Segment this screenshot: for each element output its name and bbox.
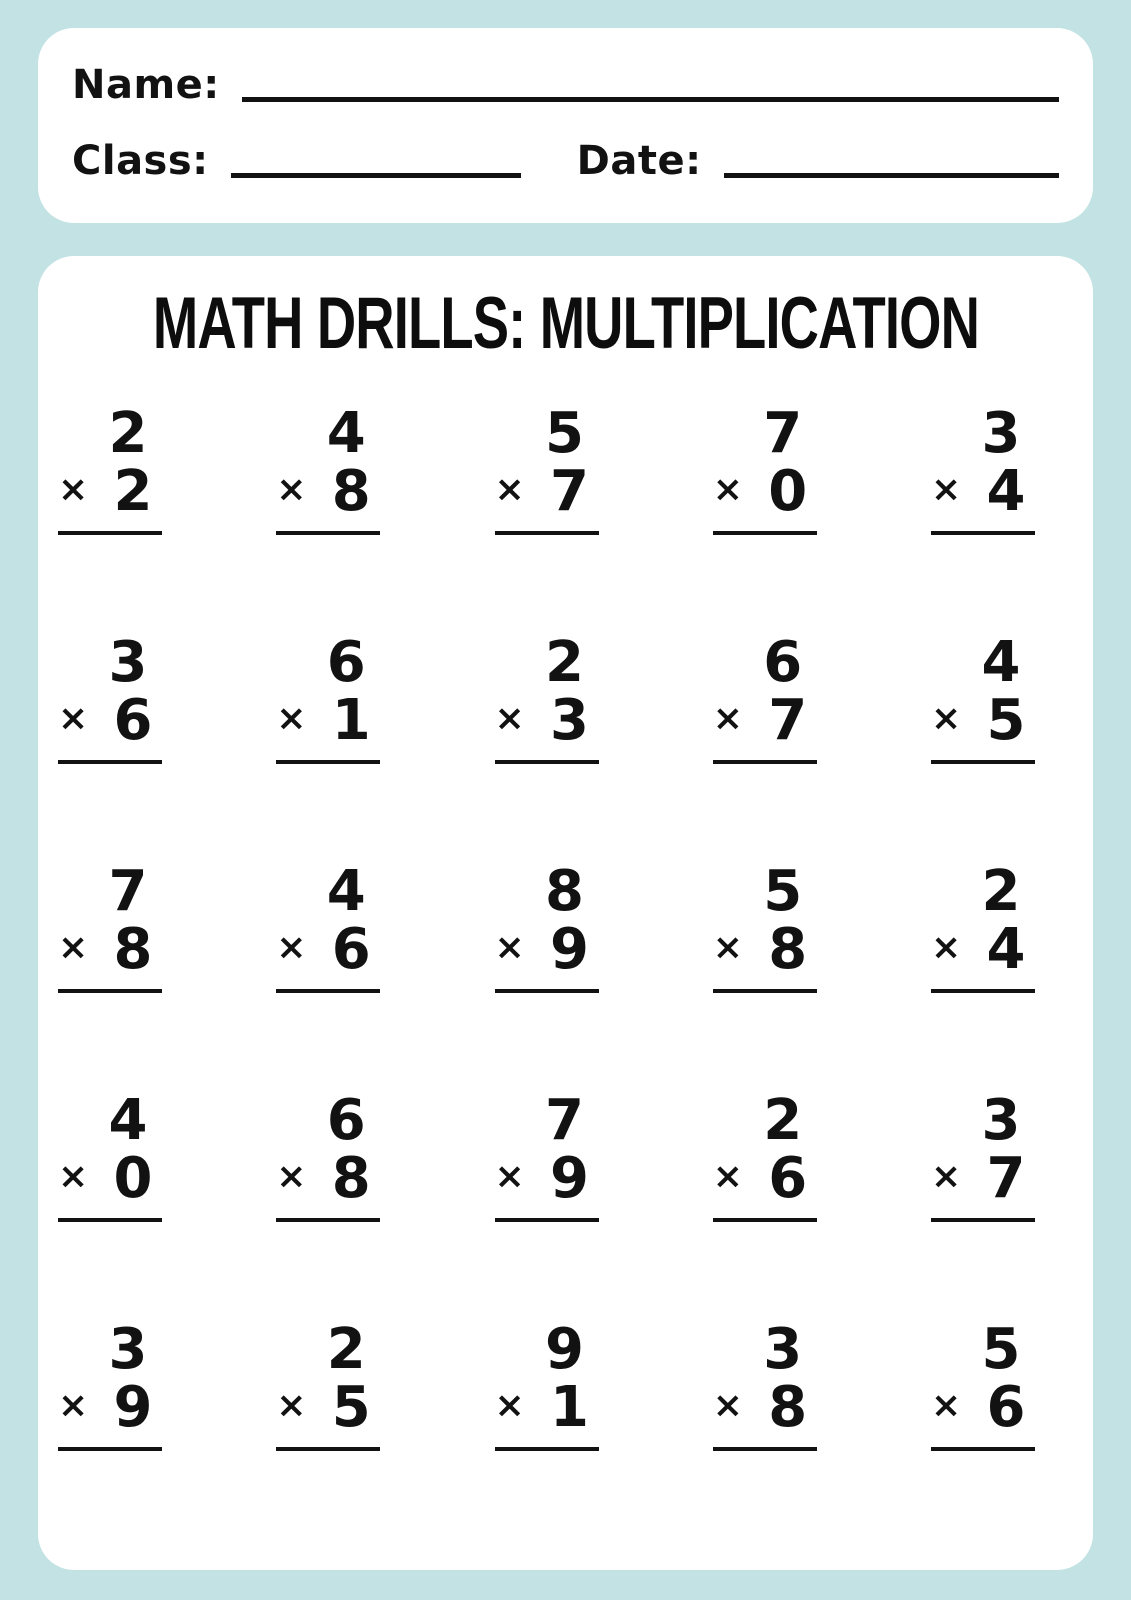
bottom-row bbox=[931, 459, 1043, 524]
bottom-operand: 7 bbox=[550, 459, 589, 524]
bottom-row bbox=[712, 1146, 825, 1211]
bottom-row bbox=[58, 688, 170, 753]
bottom-operand: 0 bbox=[113, 1146, 153, 1211]
multiply-icon: × bbox=[58, 927, 89, 968]
bottom-row bbox=[712, 1375, 825, 1440]
top-operand: 2 bbox=[763, 1088, 803, 1153]
answer-line[interactable] bbox=[58, 531, 162, 535]
bottom-operand: 2 bbox=[113, 459, 153, 524]
top-operand: 4 bbox=[326, 401, 366, 466]
answer-line[interactable] bbox=[276, 760, 380, 764]
answer-line[interactable] bbox=[58, 1447, 162, 1451]
top-operand: 3 bbox=[108, 630, 148, 695]
bottom-row bbox=[276, 459, 388, 524]
date-label: Date: bbox=[576, 138, 702, 184]
class-label: Class: bbox=[72, 138, 209, 184]
multiplication-problem bbox=[494, 401, 607, 535]
bottom-operand: 8 bbox=[113, 917, 153, 982]
bottom-row bbox=[276, 688, 388, 753]
multiply-icon: × bbox=[712, 1385, 743, 1426]
bottom-row bbox=[494, 1146, 607, 1211]
bottom-operand: 3 bbox=[550, 688, 589, 753]
bottom-operand: 8 bbox=[768, 1375, 808, 1440]
bottom-operand: 6 bbox=[113, 688, 153, 753]
multiply-icon: × bbox=[58, 1156, 89, 1197]
multiply-icon: × bbox=[712, 698, 743, 739]
answer-line[interactable] bbox=[495, 1218, 599, 1222]
answer-line[interactable] bbox=[713, 1447, 817, 1451]
bottom-row bbox=[712, 917, 825, 982]
student-info-card bbox=[38, 28, 1093, 223]
answer-line[interactable] bbox=[931, 531, 1035, 535]
bottom-row bbox=[931, 1146, 1043, 1211]
bottom-row bbox=[712, 459, 825, 524]
answer-line[interactable] bbox=[931, 989, 1035, 993]
title-wrap bbox=[38, 280, 1093, 364]
top-operand: 2 bbox=[981, 859, 1021, 924]
multiply-icon: × bbox=[931, 469, 962, 510]
answer-line[interactable] bbox=[58, 1218, 162, 1222]
bottom-operand: 1 bbox=[550, 1375, 589, 1440]
bottom-row bbox=[494, 1375, 607, 1440]
top-operand: 4 bbox=[326, 859, 366, 924]
answer-line[interactable] bbox=[713, 989, 817, 993]
multiply-icon: × bbox=[58, 1385, 89, 1426]
bottom-row bbox=[58, 1146, 170, 1211]
top-operand: 6 bbox=[763, 630, 803, 695]
bottom-operand: 6 bbox=[331, 917, 371, 982]
top-operand: 2 bbox=[326, 1317, 366, 1382]
multiply-icon: × bbox=[931, 1156, 962, 1197]
bottom-operand: 8 bbox=[331, 459, 371, 524]
multiplication-problem bbox=[931, 1088, 1043, 1222]
bottom-row bbox=[931, 1375, 1043, 1440]
multiplication-problem bbox=[712, 1317, 825, 1451]
top-operand: 7 bbox=[763, 401, 803, 466]
multiply-icon: × bbox=[494, 1156, 525, 1197]
multiply-icon: × bbox=[931, 927, 962, 968]
multiplication-problem bbox=[494, 1088, 607, 1222]
bottom-row bbox=[58, 917, 170, 982]
problems-grid bbox=[38, 401, 1093, 1451]
multiply-icon: × bbox=[494, 698, 525, 739]
multiply-icon: × bbox=[276, 1156, 307, 1197]
multiplication-problem bbox=[276, 630, 388, 764]
answer-line[interactable] bbox=[495, 760, 599, 764]
bottom-operand: 8 bbox=[331, 1146, 371, 1211]
bottom-operand: 4 bbox=[986, 917, 1026, 982]
bottom-row bbox=[931, 917, 1043, 982]
bottom-row bbox=[276, 917, 388, 982]
top-operand: 4 bbox=[108, 1088, 148, 1153]
multiply-icon: × bbox=[494, 1385, 525, 1426]
bottom-row bbox=[494, 459, 607, 524]
answer-line[interactable] bbox=[713, 531, 817, 535]
multiply-icon: × bbox=[276, 469, 307, 510]
top-operand: 2 bbox=[108, 401, 148, 466]
multiplication-problem bbox=[58, 1088, 170, 1222]
multiply-icon: × bbox=[931, 1385, 962, 1426]
answer-line[interactable] bbox=[276, 531, 380, 535]
top-operand: 3 bbox=[981, 401, 1021, 466]
top-operand: 5 bbox=[981, 1317, 1021, 1382]
bottom-operand: 9 bbox=[550, 917, 589, 982]
bottom-row bbox=[276, 1146, 388, 1211]
bottom-row bbox=[494, 917, 607, 982]
answer-line[interactable] bbox=[931, 760, 1035, 764]
multiply-icon: × bbox=[712, 469, 743, 510]
multiply-icon: × bbox=[276, 698, 307, 739]
multiplication-problem bbox=[712, 630, 825, 764]
multiply-icon: × bbox=[712, 1156, 743, 1197]
multiplication-problem bbox=[58, 630, 170, 764]
multiplication-problem bbox=[58, 401, 170, 535]
multiplication-problem bbox=[58, 1317, 170, 1451]
answer-line[interactable] bbox=[495, 989, 599, 993]
name-label: Name: bbox=[72, 62, 220, 108]
answer-line[interactable] bbox=[58, 760, 162, 764]
bottom-row bbox=[58, 459, 170, 524]
top-operand: 7 bbox=[545, 1088, 584, 1153]
answer-line[interactable] bbox=[58, 989, 162, 993]
multiply-icon: × bbox=[494, 469, 525, 510]
answer-line[interactable] bbox=[276, 1218, 380, 1222]
multiplication-problem bbox=[494, 630, 607, 764]
class-date-row bbox=[72, 138, 1059, 184]
multiplication-problem bbox=[712, 401, 825, 535]
multiply-icon: × bbox=[58, 469, 89, 510]
bottom-operand: 9 bbox=[550, 1146, 589, 1211]
bottom-row bbox=[494, 688, 607, 753]
worksheet-title: MATH DRILLS: MULTIPLICATION bbox=[152, 281, 979, 364]
multiplication-problem bbox=[931, 859, 1043, 993]
bottom-operand: 7 bbox=[986, 1146, 1026, 1211]
multiply-icon: × bbox=[276, 927, 307, 968]
multiplication-problem bbox=[58, 859, 170, 993]
date-field[interactable] bbox=[724, 148, 1059, 178]
answer-line[interactable] bbox=[713, 1218, 817, 1222]
top-operand: 3 bbox=[763, 1317, 803, 1382]
top-operand: 3 bbox=[108, 1317, 148, 1382]
multiply-icon: × bbox=[931, 698, 962, 739]
answer-line[interactable] bbox=[495, 531, 599, 535]
answer-line[interactable] bbox=[931, 1218, 1035, 1222]
bottom-operand: 5 bbox=[331, 1375, 371, 1440]
bottom-row bbox=[58, 1375, 170, 1440]
name-field[interactable] bbox=[242, 72, 1059, 102]
answer-line[interactable] bbox=[276, 989, 380, 993]
bottom-operand: 5 bbox=[986, 688, 1026, 753]
top-operand: 9 bbox=[545, 1317, 584, 1382]
multiplication-problem bbox=[712, 859, 825, 993]
multiply-icon: × bbox=[276, 1385, 307, 1426]
answer-line[interactable] bbox=[276, 1447, 380, 1451]
multiplication-problem bbox=[276, 859, 388, 993]
class-field[interactable] bbox=[231, 148, 521, 178]
multiplication-problem bbox=[494, 859, 607, 993]
multiplication-problem bbox=[276, 1317, 388, 1451]
answer-line[interactable] bbox=[713, 760, 817, 764]
top-operand: 8 bbox=[545, 859, 584, 924]
multiplication-problem bbox=[931, 1317, 1043, 1451]
top-operand: 4 bbox=[981, 630, 1021, 695]
multiplication-problem bbox=[494, 1317, 607, 1451]
top-operand: 2 bbox=[545, 630, 584, 695]
top-operand: 5 bbox=[763, 859, 803, 924]
bottom-operand: 8 bbox=[768, 917, 808, 982]
bottom-operand: 9 bbox=[113, 1375, 153, 1440]
bottom-operand: 6 bbox=[768, 1146, 808, 1211]
answer-line[interactable] bbox=[495, 1447, 599, 1451]
bottom-row bbox=[712, 688, 825, 753]
top-operand: 6 bbox=[326, 630, 366, 695]
multiplication-problem bbox=[276, 401, 388, 535]
bottom-operand: 6 bbox=[986, 1375, 1026, 1440]
bottom-operand: 7 bbox=[768, 688, 808, 753]
top-operand: 7 bbox=[108, 859, 148, 924]
name-row bbox=[72, 62, 1059, 108]
bottom-row bbox=[931, 688, 1043, 753]
multiply-icon: × bbox=[58, 698, 89, 739]
bottom-operand: 1 bbox=[331, 688, 371, 753]
multiplication-problem bbox=[276, 1088, 388, 1222]
answer-line[interactable] bbox=[931, 1447, 1035, 1451]
top-operand: 5 bbox=[545, 401, 584, 466]
multiplication-problem bbox=[712, 1088, 825, 1222]
bottom-operand: 4 bbox=[986, 459, 1026, 524]
multiplication-problem bbox=[931, 630, 1043, 764]
bottom-operand: 0 bbox=[768, 459, 808, 524]
top-operand: 3 bbox=[981, 1088, 1021, 1153]
top-operand: 6 bbox=[326, 1088, 366, 1153]
bottom-row bbox=[276, 1375, 388, 1440]
multiply-icon: × bbox=[494, 927, 525, 968]
multiplication-problem bbox=[931, 401, 1043, 535]
multiply-icon: × bbox=[712, 927, 743, 968]
worksheet-card bbox=[38, 256, 1093, 1570]
